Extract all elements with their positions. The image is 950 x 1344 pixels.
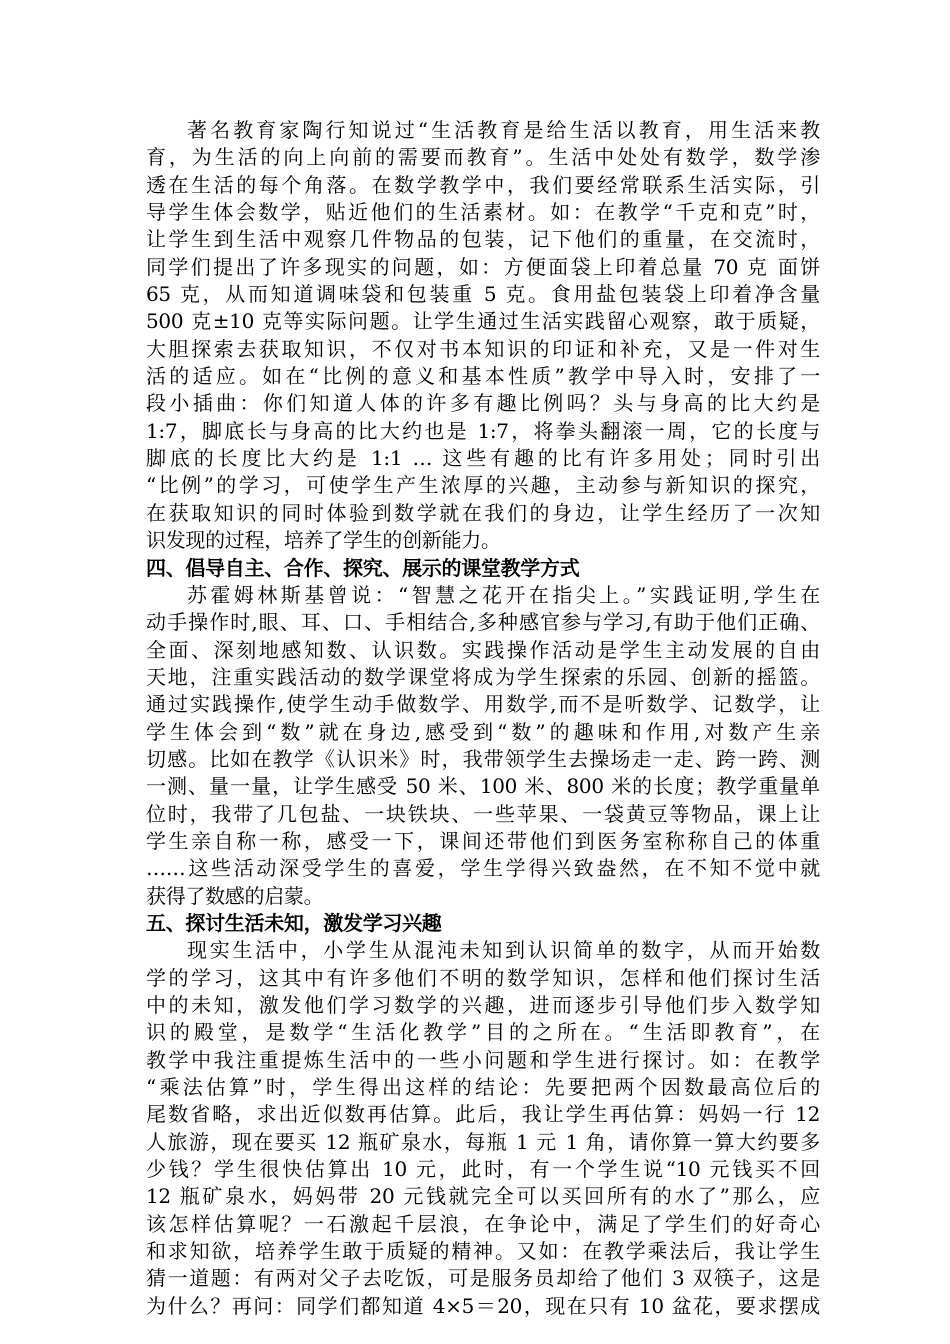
paragraph-line: 现实生活中，小学生从混沌未知到认识简单的数字，从而开始数 <box>187 938 820 963</box>
paragraph-line: 500 克±10 克等实际问题。让学生通过生活实践留心观察，敢于质疑， <box>146 309 820 334</box>
paragraph-line: 天地，注重实践活动的数学课堂将成为学生探索的乐园、创新的摇篮。 <box>146 664 820 689</box>
paragraph-line: 教学中我注重提炼生活中的一些小问题和学生进行探讨。如：在教学 <box>146 1047 820 1072</box>
paragraph-line: 一测、量一量，让学生感受 50 米、100 米、800 米的长度；教学重量单 <box>146 774 820 799</box>
paragraph-line: 1:7，脚底长与身高的比大约也是 1:7，将拳头翻滚一周，它的长度与 <box>146 418 820 443</box>
paragraph-line: 同学们提出了许多现实的问题，如：方便面袋上印着总量 70 克 面饼 <box>146 254 820 279</box>
paragraph-line: 大胆探索去获取知识，不仅对书本知识的印证和补充，又是一件对生 <box>146 336 820 361</box>
paragraph-line: 著名教育家陶行知说过“生活教育是给生活以教育，用生活来教 <box>187 118 820 142</box>
paragraph-line: 获得了数感的启蒙。 <box>146 883 324 908</box>
section3-paragraph <box>146 117 820 555</box>
paragraph-line: 学生体会到“数”就在身边,感受到“数”的趣味和作用,对数产生亲 <box>146 719 820 744</box>
paragraph-line: 活的适应。如在“比例的意义和基本性质”教学中导入时，安排了一 <box>146 364 820 389</box>
section5-paragraph <box>146 937 820 1320</box>
paragraph-line: 学生亲自称一称，感受一下，课间还带他们到医务室称称自己的体重 <box>146 828 820 853</box>
paragraph-line: ……这些活动深受学生的喜爱，学生学得兴致盎然，在不知不觉中就 <box>146 856 820 881</box>
paragraph-line: 动手操作时,眼、耳、口、手相结合,多种感官参与学习,有助于他们正确、 <box>146 610 820 635</box>
paragraph-line: 脚底的长度比大约是 1:1 … 这些有趣的比有许多用处；同时引出 <box>146 446 820 471</box>
paragraph-line: 该怎样估算呢？一石激起千层浪，在争论中，满足了学生们的好奇心 <box>146 1211 820 1236</box>
paragraph-line: 苏霍姆林斯基曾说：“智慧之花开在指尖上。”实践证明,学生在 <box>187 582 820 607</box>
section5-heading: 五、探讨生活未知，激发学习兴趣 <box>146 910 442 935</box>
paragraph-line: “比例”的学习，可使学生产生浓厚的兴趣，主动参与新知识的探究， <box>146 473 820 498</box>
paragraph-line: 65 克，从而知道调味袋和包装重 5 克。食用盐包装袋上印着净含量 <box>146 282 820 307</box>
paragraph-line: “乘法估算”时，学生得出这样的结论：先要把两个因数最高位后的 <box>146 1075 820 1100</box>
paragraph-line: 猜一道题：有两对父子去吃饭，可是服务员却给了他们 3 双筷子，这是 <box>146 1266 820 1291</box>
paragraph-line: 少钱？学生很快估算出 10 元，此时，有一个学生说“10 元钱买不回 <box>146 1157 820 1182</box>
paragraph-line: 识发现的过程，培养了学生的创新能力。 <box>146 528 501 553</box>
document-page <box>146 117 820 1320</box>
paragraph-line: 通过实践操作,使学生动手做数学、用数学,而不是听数学、记数学，让 <box>146 692 820 717</box>
paragraph-line: 让学生到生活中观察几件物品的包装，记下他们的重量，在交流时， <box>146 227 820 252</box>
paragraph-line: 育，为生活的向上向前的需要而教育”。生活中处处有数学，数学渗 <box>146 145 820 170</box>
paragraph-line: 学的学习，这其中有许多他们不明的数学知识，怎样和他们探讨生活 <box>146 965 820 990</box>
paragraph-line: 全面、深刻地感知数、认识数。实践操作活动是学生主动发展的自由 <box>146 637 820 662</box>
paragraph-line: 12 瓶矿泉水，妈妈带 20 元钱就完全可以买回所有的水了”那么，应 <box>146 1184 820 1209</box>
section4-heading: 四、倡导自主、合作、探究、展示的课堂教学方式 <box>146 555 580 580</box>
paragraph-line: 透在生活的每个角落。在数学教学中，我们要经常联系生活实际，引 <box>146 172 820 197</box>
paragraph-line: 人旅游，现在要买 12 瓶矿泉水，每瓶 1 元 1 角，请你算一算大约要多 <box>146 1129 820 1154</box>
paragraph-line: 导学生体会数学，贴近他们的生活素材。如：在教学“千克和克”时， <box>146 200 820 225</box>
section4-paragraph <box>146 582 820 910</box>
paragraph-line: 切感。比如在教学《认识米》时，我带领学生去操场走一走、跨一跨、测 <box>146 746 820 771</box>
paragraph-line: 为什么？再问：同学们都知道 4×5＝20，现在只有 10 盆花，要求摆成 <box>146 1293 820 1318</box>
paragraph-line: 段小插曲：你们知道人体的许多有趣比例吗？头与身高的比大约是 <box>146 391 820 416</box>
paragraph-line: 在获取知识的同时体验到数学就在我们的身边，让学生经历了一次知 <box>146 500 820 525</box>
paragraph-line: 和求知欲，培养学生敢于质疑的精神。又如：在教学乘法后，我让学生 <box>146 1239 820 1264</box>
paragraph-line: 识的殿堂，是数学“生活化教学”目的之所在。“生活即教育”，在 <box>146 1020 820 1045</box>
paragraph-line: 尾数省略，求出近似数再估算。此后，我让学生再估算：妈妈一行 12 <box>146 1102 820 1127</box>
paragraph-line: 位时，我带了几包盐、一块铁块、一些苹果、一袋黄豆等物品，课上让 <box>146 801 820 826</box>
paragraph-line: 中的未知，激发他们学习数学的兴趣，进而逐步引导他们步入数学知 <box>146 993 820 1017</box>
